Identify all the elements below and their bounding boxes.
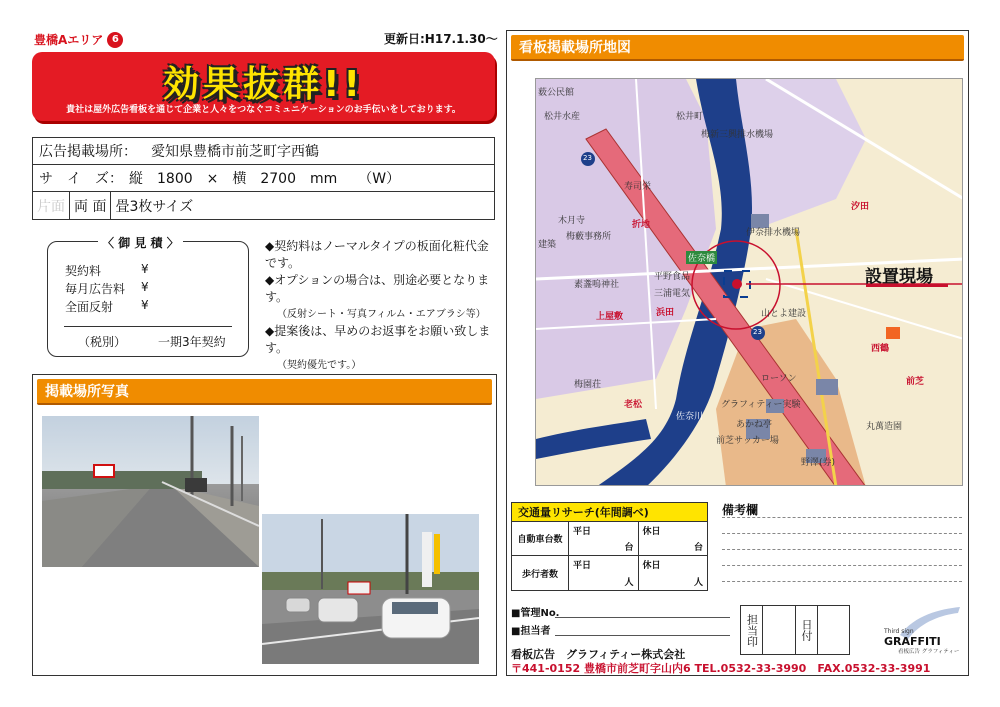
site-label: 設置現場 — [865, 267, 933, 287]
divider — [64, 326, 232, 327]
location-value: 愛知県豊橋市前芝町字西鶴 — [151, 144, 319, 160]
svg-text:看板広告 グラフィティー: 看板広告 グラフィティー — [898, 649, 960, 655]
date-label: 日付 — [796, 606, 818, 654]
site-photo-1-scene — [42, 416, 259, 567]
location-label: 広告掲載場所： — [39, 144, 137, 160]
note-proposal: ◆提案後は、早めのお返事をお願い致します。 — [265, 324, 491, 355]
svg-text:GRAFFITI: GRAFFITI — [884, 635, 941, 648]
remarks-line — [722, 533, 962, 534]
updated-date: 更新日:H17.1.30〜 — [384, 32, 498, 46]
estimate-row: 契約料 ¥ — [65, 262, 149, 278]
estimate-footer: （税別） 一期3年契約 — [78, 335, 226, 349]
remarks-title: 備考欄 — [722, 503, 759, 517]
area-tag — [34, 31, 123, 48]
site-photo-2 — [262, 514, 479, 664]
estimate-row: 全面反射 ¥ — [65, 298, 149, 314]
traffic-table — [511, 502, 708, 591]
stamp-label: 担当印 — [741, 606, 763, 654]
company-logo — [880, 605, 962, 655]
remarks-line — [722, 517, 962, 518]
size-row — [33, 165, 494, 192]
remarks-line — [722, 581, 962, 582]
site-dot — [732, 279, 742, 289]
area-label: 豊橋Aエリア — [34, 33, 104, 47]
site-photo-1 — [42, 416, 259, 567]
info-table — [32, 137, 495, 220]
location-map: 薮公民館 松井水産 松井町 梅新三興排水機場 寿司栄 汐田 木月寺 梅藪事務所 伊奈排水機場 素盞嗚神社 平野食品 三浦電気 山とよ建設 上屋敷 浜田 西鶴 梅園荘 ローソン 前芝 老松 グラフィティー実験 丸萬造園 あかね亭 前芝サッカー場 野澤(券) 佐奈橋 折地 建築 佐奈川 23 23 — [535, 78, 963, 486]
size-label: サ イ ズ： — [39, 171, 123, 187]
management-no-line — [555, 617, 730, 618]
traffic-row-cars: 自動車台数 平日 台 休日 台 — [512, 522, 707, 556]
stamp-field — [763, 606, 796, 654]
remarks-line — [722, 549, 962, 550]
date-field — [818, 606, 850, 654]
stamp-box — [740, 605, 850, 655]
headline-banner — [32, 52, 495, 121]
traffic-row-people: 歩行者数 平日 人 休日 人 — [512, 556, 707, 590]
person-line — [555, 635, 730, 636]
company-name: 看板広告 グラフィティー株式会社 — [511, 648, 686, 661]
face-single: 片面 — [33, 192, 70, 219]
note-proposal-detail: （契約優先です。） — [277, 360, 362, 371]
photo-section-header: 掲載場所写真 — [37, 379, 492, 405]
site-label-underline — [866, 284, 948, 287]
estimate-row: 毎月広告料 ¥ — [65, 280, 149, 296]
svg-text:Third sign: Third sign — [884, 628, 914, 635]
note-option-detail: （反射シート・写真フィルム・エアブラシ等） — [277, 309, 486, 320]
traffic-title: 交通量リサーチ(年間調べ) — [512, 503, 707, 522]
note-option: ◆オプションの場合は、別途必要となります。 — [265, 273, 490, 304]
banner-subtitle: 貴社は屋外広告看板を通じて企業と人々をつなぐコミュニケーションのお手伝いをしております。 — [66, 105, 461, 115]
face-note: 畳3枚サイズ — [115, 198, 194, 215]
face-double: 両 面 — [70, 192, 111, 219]
remarks-line — [722, 565, 962, 566]
company-address: 〒441-0152 豊橋市前芝町字山内6 TEL.0532-33-3990 FAX.0532-33-3991 — [511, 662, 931, 675]
note-contract: ◆契約料はノーマルタイプの板面化粧代金です。 — [265, 239, 489, 270]
banner-title: 効果抜群!! — [163, 64, 364, 105]
location-row — [33, 138, 494, 165]
management-no-label: ■管理No. — [511, 608, 560, 619]
size-value: 縦 1800 × 横 2700 mm （W） — [129, 171, 401, 187]
face-row — [33, 192, 494, 219]
person-label: ■担当者 — [511, 626, 551, 637]
estimate-box — [47, 236, 249, 357]
billboard-marker — [94, 465, 114, 477]
map-section-header: 看板掲載場所地図 — [511, 35, 964, 61]
site-photo-2-scene — [262, 514, 479, 664]
area-number-badge: 6 — [107, 32, 123, 48]
estimate-title: 〈 御 見 積 〉 — [98, 234, 183, 251]
notes — [265, 238, 497, 374]
